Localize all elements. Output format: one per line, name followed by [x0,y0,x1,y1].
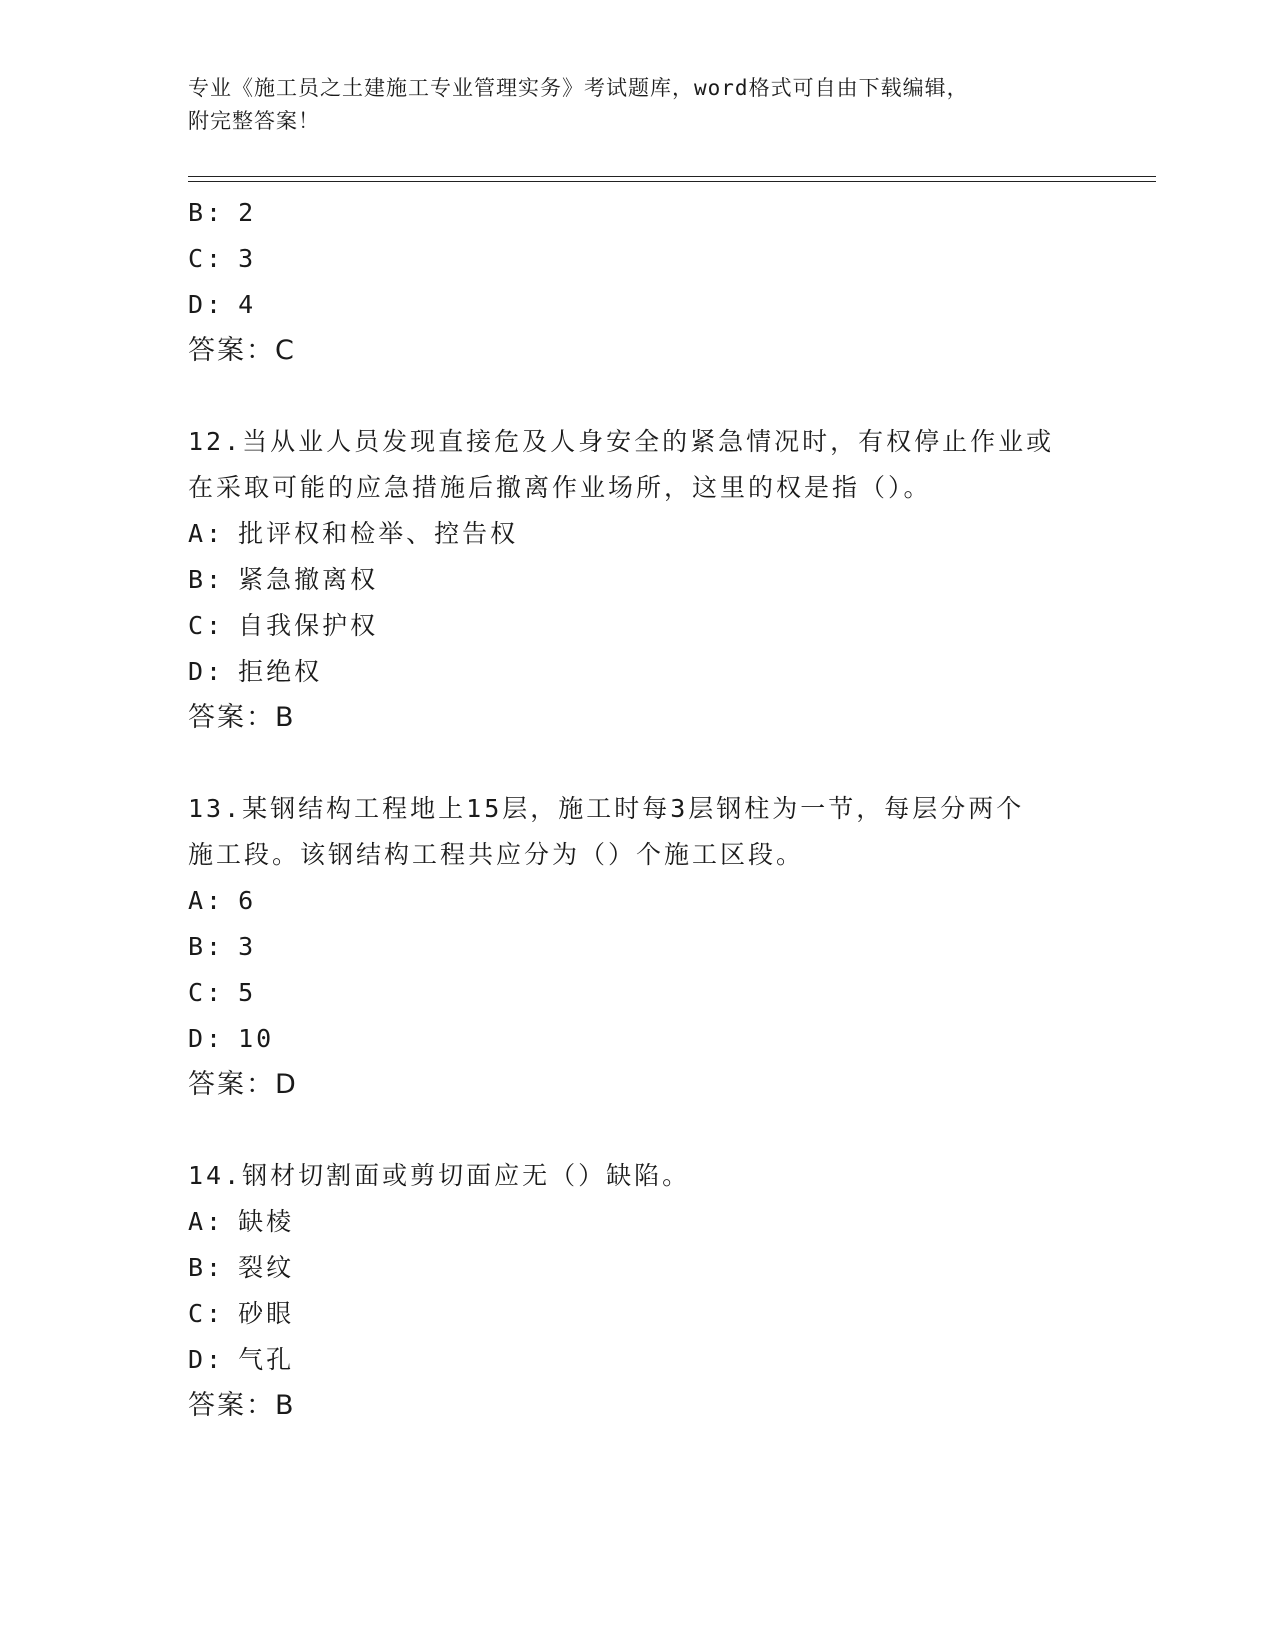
question-stem-line: 14.钢材切割面或剪切面应无（）缺陷。 [188,1161,691,1190]
question-block [188,1153,1088,1429]
answer-line: 答案：D [188,1069,298,1100]
option-label: D: [188,1345,225,1374]
option-item [188,1199,1088,1245]
option-label: D: [188,657,225,686]
spacer [188,1108,1088,1153]
option-item [188,190,1088,236]
question-stem-line: 在采取可能的应急措施后撤离作业场所，这里的权是指（）。 [188,473,932,502]
option-label: A: [188,886,225,915]
option-text: 拒绝权 [238,657,323,686]
option-label: B: [188,565,225,594]
option-text: 裂纹 [238,1253,295,1282]
header-divider-bottom [188,181,1156,182]
option-item [188,924,1088,970]
option-item [188,1337,1088,1383]
option-item [188,1245,1088,1291]
question-stem-line: 12.当从业人员发现直接危及人身安全的紧急情况时，有权停止作业或 [188,427,1055,456]
question-block [188,419,1088,741]
option-label: A: [188,519,225,548]
option-item [188,511,1088,557]
option-text: 紧急撤离权 [238,565,379,594]
question-stem-line: 13.某钢结构工程地上15层，施工时每3层钢柱为一节，每层分两个 [188,794,1025,823]
option-label: C: [188,978,225,1007]
option-item [188,603,1088,649]
option-item [188,236,1088,282]
option-text: 缺棱 [238,1207,295,1236]
question-block [188,786,1088,1108]
option-item [188,970,1088,1016]
option-text: 3 [238,244,257,273]
option-label: C: [188,244,225,273]
question-content [188,190,1088,1429]
option-label: C: [188,1299,225,1328]
option-item [188,557,1088,603]
option-item [188,1291,1088,1337]
option-label: A: [188,1207,225,1236]
header-line-2: 附完整答案！ [188,109,320,133]
answer-line: 答案：B [188,702,296,733]
answer-line: 答案：C [188,335,296,366]
spacer [188,374,1088,419]
option-label: B: [188,198,225,227]
question-stem-line: 施工段。该钢结构工程共应分为（）个施工区段。 [188,840,805,869]
header-line-1: 专业《施工员之土建施工专业管理实务》考试题库，word格式可自由下载编辑， [188,76,969,100]
document-header [188,72,1068,138]
option-text: 气孔 [238,1345,295,1374]
option-item [188,878,1088,924]
option-item [188,649,1088,695]
option-label: D: [188,290,225,319]
option-text: 批评权和检举、控告权 [238,519,519,548]
option-text: 5 [238,978,257,1007]
option-text: 自我保护权 [238,611,379,640]
option-label: C: [188,611,225,640]
header-divider-top [188,176,1156,177]
option-label: D: [188,1024,225,1053]
option-label: B: [188,932,225,961]
option-text: 4 [238,290,257,319]
option-text: 3 [238,932,257,961]
option-text: 6 [238,886,257,915]
option-item [188,282,1088,328]
option-label: B: [188,1253,225,1282]
option-text: 2 [238,198,257,227]
previous-question-options [188,190,1088,374]
option-item [188,1016,1088,1062]
option-text: 砂眼 [238,1299,295,1328]
option-text: 10 [238,1024,275,1053]
answer-line: 答案：B [188,1390,296,1421]
spacer [188,741,1088,786]
